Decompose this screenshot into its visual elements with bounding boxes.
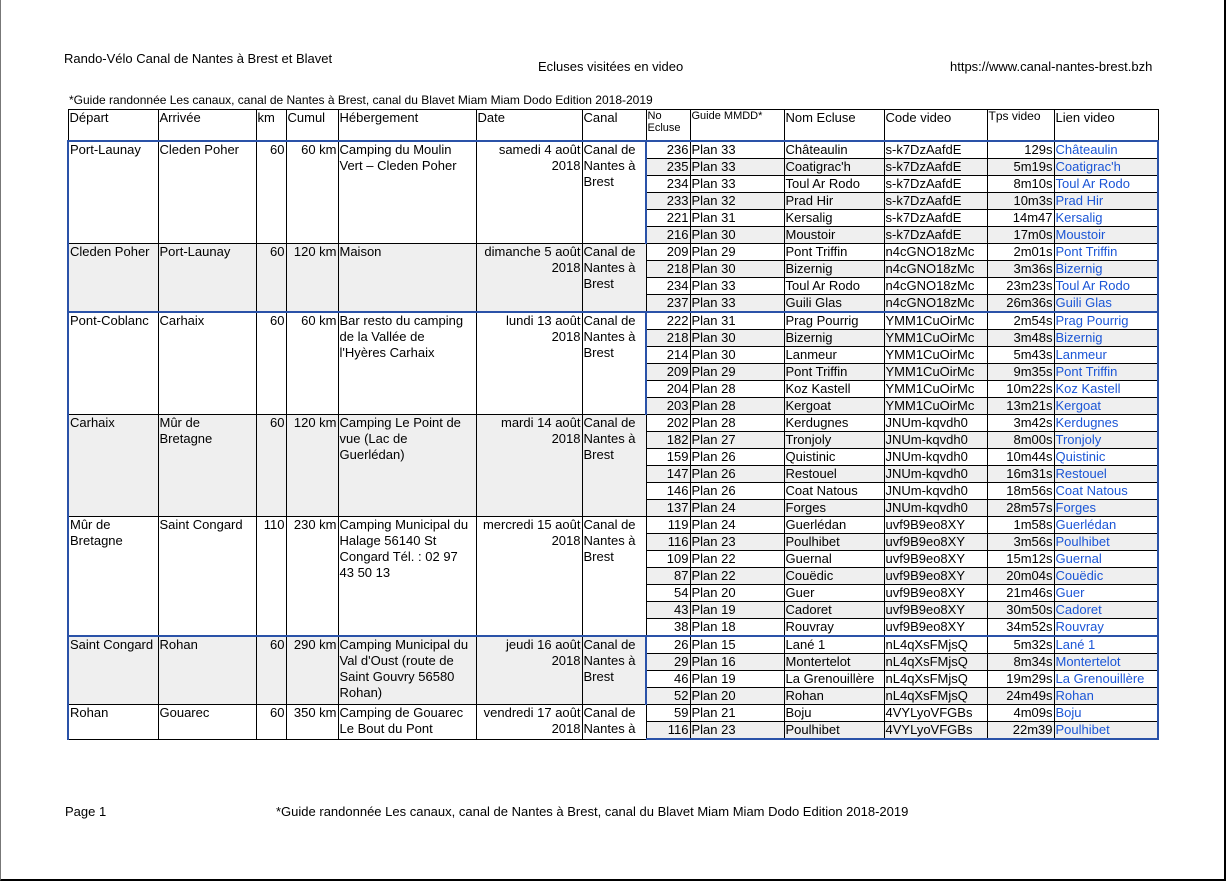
cell-hebergement: Camping Le Point de vue (Lac de Guerlédan) xyxy=(338,415,476,517)
table-row xyxy=(68,636,1158,654)
cell-code-video: YMM1CuOirMc xyxy=(884,347,987,364)
cell-km: 60 xyxy=(256,141,286,244)
header-no-ecluse: No Ecluse xyxy=(646,110,690,142)
cell-lien-video[interactable]: Toul Ar Rodo xyxy=(1054,176,1158,193)
cell-lien-video[interactable]: Pont Triffin xyxy=(1054,244,1158,261)
cell-nom-ecluse: Toul Ar Rodo xyxy=(784,176,884,193)
cell-date: mercredi 15 août 2018 xyxy=(476,517,582,637)
cell-hebergement: Camping Municipal du Val d'Oust (route de Saint Gouvry 56580 Rohan) xyxy=(338,636,476,705)
cell-code-video: s-k7DzAafdE xyxy=(884,159,987,176)
header-code-video: Code video xyxy=(884,110,987,142)
cell-no-ecluse: 221 xyxy=(646,210,690,227)
cell-no-ecluse: 236 xyxy=(646,141,690,159)
cell-guide: Plan 23 xyxy=(690,722,784,740)
cell-code-video: uvf9B9eo8XY xyxy=(884,602,987,619)
cell-arrivee: Rohan xyxy=(158,636,256,705)
cell-code-video: JNUm-kqvdh0 xyxy=(884,500,987,517)
header-hebergement: Hébergement xyxy=(338,110,476,142)
cell-code-video: s-k7DzAafdE xyxy=(884,176,987,193)
table-row xyxy=(68,705,1158,722)
cell-guide: Plan 23 xyxy=(690,534,784,551)
cell-no-ecluse: 218 xyxy=(646,330,690,347)
cell-tps-video: 3m42s xyxy=(987,415,1054,432)
cell-tps-video: 5m19s xyxy=(987,159,1054,176)
cell-nom-ecluse: Poulhibet xyxy=(784,722,884,740)
cell-nom-ecluse: Boju xyxy=(784,705,884,722)
cell-lien-video[interactable]: Restouel xyxy=(1054,466,1158,483)
cell-code-video: JNUm-kqvdh0 xyxy=(884,466,987,483)
cell-nom-ecluse: Montertelot xyxy=(784,654,884,671)
cell-code-video: nL4qXsFMjsQ xyxy=(884,654,987,671)
cell-canal: Canal de Nantes à Brest xyxy=(582,517,646,637)
cell-cumul: 120 km xyxy=(286,415,338,517)
cell-depart: Cleden Poher xyxy=(68,244,158,313)
cell-nom-ecluse: Lanmeur xyxy=(784,347,884,364)
cell-guide: Plan 22 xyxy=(690,551,784,568)
cell-code-video: JNUm-kqvdh0 xyxy=(884,415,987,432)
cell-depart: Saint Congard xyxy=(68,636,158,705)
cell-guide: Plan 33 xyxy=(690,278,784,295)
cell-no-ecluse: 59 xyxy=(646,705,690,722)
cell-tps-video: 23m23s xyxy=(987,278,1054,295)
cell-arrivee: Gouarec xyxy=(158,705,256,740)
cell-lien-video[interactable]: Tronjoly xyxy=(1054,432,1158,449)
cell-no-ecluse: 119 xyxy=(646,517,690,534)
cell-code-video: 4VYLyoVFGBs xyxy=(884,705,987,722)
cell-guide: Plan 24 xyxy=(690,517,784,534)
cell-no-ecluse: 38 xyxy=(646,619,690,637)
table-row xyxy=(68,517,1158,534)
cell-nom-ecluse: Kersalig xyxy=(784,210,884,227)
cell-nom-ecluse: Quistinic xyxy=(784,449,884,466)
cell-no-ecluse: 209 xyxy=(646,364,690,381)
cell-cumul: 120 km xyxy=(286,244,338,313)
cell-no-ecluse: 204 xyxy=(646,381,690,398)
cell-nom-ecluse: Couëdic xyxy=(784,568,884,585)
cell-nom-ecluse: Prag Pourrig xyxy=(784,312,884,330)
cell-nom-ecluse: Pont Triffin xyxy=(784,244,884,261)
cell-lien-video[interactable]: Montertelot xyxy=(1054,654,1158,671)
cell-guide: Plan 31 xyxy=(690,210,784,227)
cell-code-video: uvf9B9eo8XY xyxy=(884,619,987,637)
cell-nom-ecluse: Coat Natous xyxy=(784,483,884,500)
cell-code-video: YMM1CuOirMc xyxy=(884,364,987,381)
cell-lien-video[interactable]: Bizernig xyxy=(1054,261,1158,278)
cell-no-ecluse: 159 xyxy=(646,449,690,466)
cell-no-ecluse: 235 xyxy=(646,159,690,176)
cell-lien-video[interactable]: Forges xyxy=(1054,500,1158,517)
cell-tps-video: 8m34s xyxy=(987,654,1054,671)
cell-nom-ecluse: Pont Triffin xyxy=(784,364,884,381)
cell-canal: Canal de Nantes à Brest xyxy=(582,141,646,244)
cell-tps-video: 8m10s xyxy=(987,176,1054,193)
table-row xyxy=(68,312,1158,330)
cell-lien-video[interactable]: Kerdugnes xyxy=(1054,415,1158,432)
cell-depart: Port-Launay xyxy=(68,141,158,244)
cell-guide: Plan 30 xyxy=(690,330,784,347)
cell-code-video: uvf9B9eo8XY xyxy=(884,551,987,568)
cell-km: 60 xyxy=(256,415,286,517)
cell-nom-ecluse: Coatigrac'h xyxy=(784,159,884,176)
cell-nom-ecluse: Bizernig xyxy=(784,261,884,278)
cell-date: dimanche 5 août 2018 xyxy=(476,244,582,313)
cell-tps-video: 8m00s xyxy=(987,432,1054,449)
cell-km: 110 xyxy=(256,517,286,637)
cell-lien-video[interactable]: Guili Glas xyxy=(1054,295,1158,313)
cell-date: vendredi 17 août 2018 xyxy=(476,705,582,740)
cell-no-ecluse: 202 xyxy=(646,415,690,432)
table-row xyxy=(68,244,1158,261)
cell-arrivee: Saint Congard xyxy=(158,517,256,637)
cell-cumul: 290 km xyxy=(286,636,338,705)
cell-lien-video[interactable]: Lanmeur xyxy=(1054,347,1158,364)
header-tps-video: Tps video xyxy=(987,110,1054,142)
cell-lien-video[interactable]: Koz Kastell xyxy=(1054,381,1158,398)
cell-guide: Plan 24 xyxy=(690,500,784,517)
cell-canal: Canal de Nantes à Brest xyxy=(582,312,646,415)
cell-guide: Plan 33 xyxy=(690,295,784,313)
cell-nom-ecluse: Koz Kastell xyxy=(784,381,884,398)
cell-km: 60 xyxy=(256,312,286,415)
cell-no-ecluse: 214 xyxy=(646,347,690,364)
cell-lien-video[interactable]: Boju xyxy=(1054,705,1158,722)
cell-lien-video[interactable]: Pont Triffin xyxy=(1054,364,1158,381)
footer-note: *Guide randonnée Les canaux, canal de Nantes à Brest, canal du Blavet Miam Miam Dodo Edition 2018-2019 xyxy=(276,804,909,819)
cell-no-ecluse: 233 xyxy=(646,193,690,210)
cell-lien-video[interactable]: Moustoir xyxy=(1054,227,1158,244)
cell-guide: Plan 26 xyxy=(690,466,784,483)
guide-note: *Guide randonnée Les canaux, canal de Nantes à Brest, canal du Blavet Miam Miam Dodo Edition 2018-2019 xyxy=(69,93,653,107)
cell-tps-video: 18m56s xyxy=(987,483,1054,500)
cell-cumul: 60 km xyxy=(286,141,338,244)
cell-code-video: n4cGNO18zMc xyxy=(884,244,987,261)
cell-hebergement: Maison xyxy=(338,244,476,313)
header-lien-video: Lien video xyxy=(1054,110,1158,142)
cell-code-video: n4cGNO18zMc xyxy=(884,278,987,295)
cell-nom-ecluse: Cadoret xyxy=(784,602,884,619)
cell-guide: Plan 29 xyxy=(690,364,784,381)
cell-tps-video: 3m56s xyxy=(987,534,1054,551)
cell-arrivee: Mûr de Bretagne xyxy=(158,415,256,517)
cell-guide: Plan 21 xyxy=(690,705,784,722)
cell-arrivee: Port-Launay xyxy=(158,244,256,313)
cell-depart: Pont-Coblanc xyxy=(68,312,158,415)
cell-lien-video[interactable]: Lané 1 xyxy=(1054,636,1158,654)
cell-tps-video: 10m22s xyxy=(987,381,1054,398)
cell-lien-video[interactable]: Couëdic xyxy=(1054,568,1158,585)
cell-code-video: nL4qXsFMjsQ xyxy=(884,671,987,688)
cell-code-video: nL4qXsFMjsQ xyxy=(884,636,987,654)
cell-no-ecluse: 147 xyxy=(646,466,690,483)
cell-nom-ecluse: Kerdugnes xyxy=(784,415,884,432)
cell-no-ecluse: 237 xyxy=(646,295,690,313)
cell-no-ecluse: 137 xyxy=(646,500,690,517)
cell-lien-video[interactable]: Guerlédan xyxy=(1054,517,1158,534)
cell-tps-video: 21m46s xyxy=(987,585,1054,602)
cell-tps-video: 19m29s xyxy=(987,671,1054,688)
cell-arrivee: Cleden Poher xyxy=(158,141,256,244)
locks-table xyxy=(67,109,1159,740)
cell-nom-ecluse: Guer xyxy=(784,585,884,602)
cell-guide: Plan 32 xyxy=(690,193,784,210)
cell-code-video: uvf9B9eo8XY xyxy=(884,585,987,602)
cell-no-ecluse: 209 xyxy=(646,244,690,261)
cell-nom-ecluse: Prad Hir xyxy=(784,193,884,210)
cell-guide: Plan 29 xyxy=(690,244,784,261)
cell-date: jeudi 16 août 2018 xyxy=(476,636,582,705)
cell-guide: Plan 31 xyxy=(690,312,784,330)
cell-no-ecluse: 116 xyxy=(646,534,690,551)
cell-no-ecluse: 54 xyxy=(646,585,690,602)
cell-tps-video: 30m50s xyxy=(987,602,1054,619)
cell-canal: Canal de Nantes à Brest xyxy=(582,415,646,517)
cell-no-ecluse: 43 xyxy=(646,602,690,619)
cell-tps-video: 22m39 xyxy=(987,722,1054,740)
cell-guide: Plan 27 xyxy=(690,432,784,449)
cell-canal: Canal de Nantes à Brest xyxy=(582,244,646,313)
cell-guide: Plan 30 xyxy=(690,227,784,244)
document-title: Rando-Vélo Canal de Nantes à Brest et Blavet xyxy=(64,51,333,66)
cell-guide: Plan 26 xyxy=(690,449,784,466)
cell-guide: Plan 15 xyxy=(690,636,784,654)
cell-tps-video: 15m12s xyxy=(987,551,1054,568)
cell-tps-video: 20m04s xyxy=(987,568,1054,585)
cell-tps-video: 4m09s xyxy=(987,705,1054,722)
cell-code-video: s-k7DzAafdE xyxy=(884,193,987,210)
cell-lien-video[interactable]: Rohan xyxy=(1054,688,1158,705)
cell-tps-video: 1m58s xyxy=(987,517,1054,534)
cell-code-video: s-k7DzAafdE xyxy=(884,141,987,159)
cell-code-video: n4cGNO18zMc xyxy=(884,261,987,278)
cell-cumul: 350 km xyxy=(286,705,338,740)
cell-tps-video: 34m52s xyxy=(987,619,1054,637)
cell-no-ecluse: 116 xyxy=(646,722,690,740)
cell-km: 60 xyxy=(256,705,286,740)
cell-depart: Carhaix xyxy=(68,415,158,517)
cell-code-video: uvf9B9eo8XY xyxy=(884,534,987,551)
cell-guide: Plan 20 xyxy=(690,688,784,705)
cell-guide: Plan 28 xyxy=(690,381,784,398)
table-header-row xyxy=(68,110,1158,142)
cell-no-ecluse: 218 xyxy=(646,261,690,278)
cell-lien-video[interactable]: Prad Hir xyxy=(1054,193,1158,210)
cell-code-video: JNUm-kqvdh0 xyxy=(884,449,987,466)
cell-tps-video: 13m21s xyxy=(987,398,1054,415)
cell-guide: Plan 16 xyxy=(690,654,784,671)
cell-nom-ecluse: Forges xyxy=(784,500,884,517)
cell-tps-video: 17m0s xyxy=(987,227,1054,244)
cell-lien-video[interactable]: Guernal xyxy=(1054,551,1158,568)
header-depart: Départ xyxy=(68,110,158,142)
cell-nom-ecluse: Moustoir xyxy=(784,227,884,244)
cell-tps-video: 24m49s xyxy=(987,688,1054,705)
header-nom-ecluse: Nom Ecluse xyxy=(784,110,884,142)
cell-cumul: 230 km xyxy=(286,517,338,637)
cell-guide: Plan 19 xyxy=(690,671,784,688)
cell-code-video: nL4qXsFMjsQ xyxy=(884,688,987,705)
header-arrivee: Arrivée xyxy=(158,110,256,142)
cell-tps-video: 5m43s xyxy=(987,347,1054,364)
cell-lien-video[interactable]: Poulhibet xyxy=(1054,722,1158,740)
cell-nom-ecluse: Kergoat xyxy=(784,398,884,415)
cell-nom-ecluse: Guerlédan xyxy=(784,517,884,534)
cell-guide: Plan 30 xyxy=(690,261,784,278)
header-guide: Guide MMDD* xyxy=(690,110,784,142)
cell-date: mardi 14 août 2018 xyxy=(476,415,582,517)
cell-nom-ecluse: Guernal xyxy=(784,551,884,568)
cell-depart: Mûr de Bretagne xyxy=(68,517,158,637)
cell-lien-video[interactable]: Poulhibet xyxy=(1054,534,1158,551)
cell-hebergement: Bar resto du camping de la Vallée de l'Hyères Carhaix xyxy=(338,312,476,415)
table-body xyxy=(68,141,1158,739)
cell-km: 60 xyxy=(256,636,286,705)
cell-km: 60 xyxy=(256,244,286,313)
cell-code-video: uvf9B9eo8XY xyxy=(884,568,987,585)
header-cumul: Cumul xyxy=(286,110,338,142)
header-canal: Canal xyxy=(582,110,646,142)
cell-guide: Plan 30 xyxy=(690,347,784,364)
cell-lien-video[interactable]: Cadoret xyxy=(1054,602,1158,619)
cell-guide: Plan 28 xyxy=(690,398,784,415)
table-row xyxy=(68,415,1158,432)
cell-nom-ecluse: Tronjoly xyxy=(784,432,884,449)
cell-lien-video[interactable]: La Grenouillère xyxy=(1054,671,1158,688)
table-row xyxy=(68,141,1158,159)
cell-code-video: s-k7DzAafdE xyxy=(884,210,987,227)
cell-tps-video: 28m57s xyxy=(987,500,1054,517)
cell-tps-video: 3m48s xyxy=(987,330,1054,347)
cell-no-ecluse: 222 xyxy=(646,312,690,330)
cell-tps-video: 5m32s xyxy=(987,636,1054,654)
cell-tps-video: 26m36s xyxy=(987,295,1054,313)
document-subtitle: Ecluses visitées en video xyxy=(538,59,684,74)
cell-no-ecluse: 46 xyxy=(646,671,690,688)
cell-date: samedi 4 août 2018 xyxy=(476,141,582,244)
cell-guide: Plan 33 xyxy=(690,176,784,193)
cell-tps-video: 2m54s xyxy=(987,312,1054,330)
cell-nom-ecluse: Toul Ar Rodo xyxy=(784,278,884,295)
cell-lien-video[interactable]: Kersalig xyxy=(1054,210,1158,227)
cell-nom-ecluse: La Grenouillère xyxy=(784,671,884,688)
cell-lien-video[interactable]: Rouvray xyxy=(1054,619,1158,637)
cell-tps-video: 9m35s xyxy=(987,364,1054,381)
cell-nom-ecluse: Bizernig xyxy=(784,330,884,347)
cell-lien-video[interactable]: Coat Natous xyxy=(1054,483,1158,500)
cell-lien-video[interactable]: Bizernig xyxy=(1054,330,1158,347)
cell-lien-video[interactable]: Toul Ar Rodo xyxy=(1054,278,1158,295)
cell-code-video: YMM1CuOirMc xyxy=(884,312,987,330)
cell-nom-ecluse: Lané 1 xyxy=(784,636,884,654)
cell-code-video: 4VYLyoVFGBs xyxy=(884,722,987,740)
cell-tps-video: 14m47 xyxy=(987,210,1054,227)
cell-code-video: JNUm-kqvdh0 xyxy=(884,432,987,449)
cell-guide: Plan 22 xyxy=(690,568,784,585)
cell-lien-video[interactable]: Châteaulin xyxy=(1054,141,1158,159)
cell-lien-video[interactable]: Guer xyxy=(1054,585,1158,602)
cell-hebergement: Camping Municipal du Halage 56140 St Congard Tél. : 02 97 43 50 13 xyxy=(338,517,476,637)
cell-guide: Plan 18 xyxy=(690,619,784,637)
website-url: https://www.canal-nantes-brest.bzh xyxy=(950,59,1153,74)
cell-guide: Plan 26 xyxy=(690,483,784,500)
cell-no-ecluse: 109 xyxy=(646,551,690,568)
cell-no-ecluse: 146 xyxy=(646,483,690,500)
cell-hebergement: Camping de Gouarec Le Bout du Pont xyxy=(338,705,476,740)
cell-lien-video[interactable]: Prag Pourrig xyxy=(1054,312,1158,330)
cell-guide: Plan 33 xyxy=(690,141,784,159)
cell-lien-video[interactable]: Quistinic xyxy=(1054,449,1158,466)
cell-nom-ecluse: Rohan xyxy=(784,688,884,705)
cell-no-ecluse: 29 xyxy=(646,654,690,671)
cell-tps-video: 3m36s xyxy=(987,261,1054,278)
cell-tps-video: 2m01s xyxy=(987,244,1054,261)
cell-depart: Rohan xyxy=(68,705,158,740)
cell-code-video: uvf9B9eo8XY xyxy=(884,517,987,534)
cell-cumul: 60 km xyxy=(286,312,338,415)
cell-code-video: s-k7DzAafdE xyxy=(884,227,987,244)
cell-nom-ecluse: Châteaulin xyxy=(784,141,884,159)
cell-nom-ecluse: Poulhibet xyxy=(784,534,884,551)
cell-lien-video[interactable]: Coatigrac'h xyxy=(1054,159,1158,176)
cell-canal: Canal de Nantes à xyxy=(582,705,646,740)
cell-canal: Canal de Nantes à Brest xyxy=(582,636,646,705)
cell-no-ecluse: 203 xyxy=(646,398,690,415)
cell-code-video: YMM1CuOirMc xyxy=(884,381,987,398)
cell-guide: Plan 20 xyxy=(690,585,784,602)
cell-code-video: YMM1CuOirMc xyxy=(884,330,987,347)
cell-tps-video: 129s xyxy=(987,141,1054,159)
page-number: Page 1 xyxy=(65,804,107,819)
cell-nom-ecluse: Rouvray xyxy=(784,619,884,637)
cell-no-ecluse: 234 xyxy=(646,278,690,295)
header-km: km xyxy=(256,110,286,142)
cell-no-ecluse: 87 xyxy=(646,568,690,585)
cell-tps-video: 10m3s xyxy=(987,193,1054,210)
cell-nom-ecluse: Restouel xyxy=(784,466,884,483)
cell-no-ecluse: 234 xyxy=(646,176,690,193)
cell-guide: Plan 28 xyxy=(690,415,784,432)
cell-no-ecluse: 52 xyxy=(646,688,690,705)
cell-tps-video: 16m31s xyxy=(987,466,1054,483)
cell-arrivee: Carhaix xyxy=(158,312,256,415)
cell-code-video: n4cGNO18zMc xyxy=(884,295,987,313)
cell-tps-video: 10m44s xyxy=(987,449,1054,466)
cell-hebergement: Camping du Moulin Vert – Cleden Poher xyxy=(338,141,476,244)
cell-guide: Plan 19 xyxy=(690,602,784,619)
cell-no-ecluse: 182 xyxy=(646,432,690,449)
cell-no-ecluse: 216 xyxy=(646,227,690,244)
header-date: Date xyxy=(476,110,582,142)
cell-lien-video[interactable]: Kergoat xyxy=(1054,398,1158,415)
cell-code-video: JNUm-kqvdh0 xyxy=(884,483,987,500)
cell-nom-ecluse: Guili Glas xyxy=(784,295,884,313)
cell-code-video: YMM1CuOirMc xyxy=(884,398,987,415)
cell-guide: Plan 33 xyxy=(690,159,784,176)
cell-date: lundi 13 août 2018 xyxy=(476,312,582,415)
cell-no-ecluse: 26 xyxy=(646,636,690,654)
